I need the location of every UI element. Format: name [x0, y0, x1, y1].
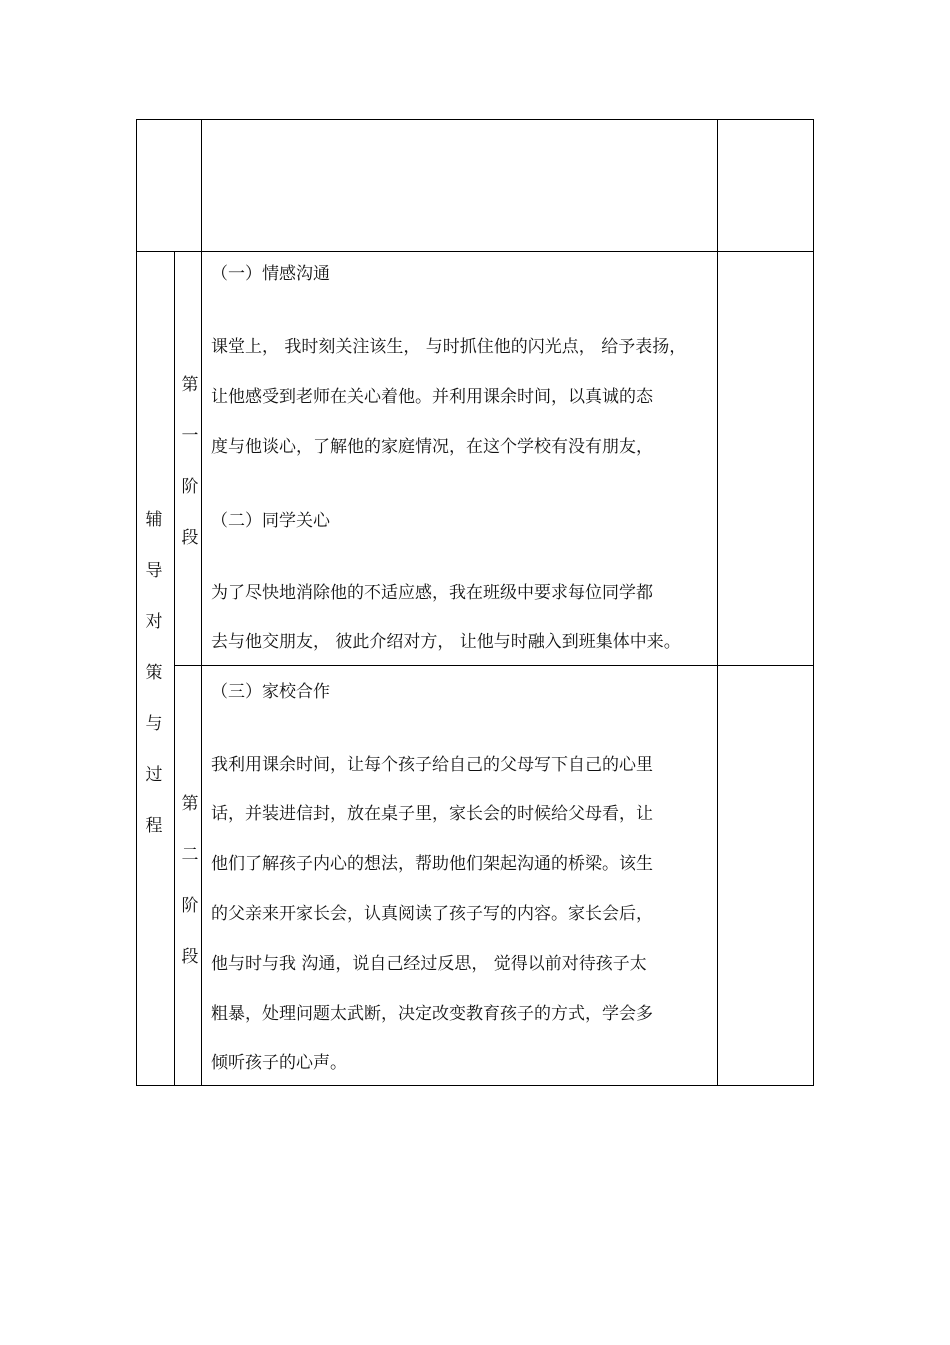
paragraph-line: 粗暴，处理问题太武断，决定改变教育孩子的方式，学会多 [211, 1004, 653, 1024]
paragraph-line: 课堂上， 我时刻关注该生， 与时抓住他的闪光点， 给予表扬， [211, 337, 687, 357]
row-divider-2 [174, 665, 814, 666]
table-border-left [136, 119, 137, 1086]
main-label-char: 过 [145, 765, 163, 785]
main-label-char: 程 [145, 816, 163, 836]
table-border-top [136, 119, 814, 120]
section-heading: （三）家校合作 [211, 682, 330, 702]
paragraph-line: 我利用课余时间，让每个孩子给自己的父母写下自己的心里 [211, 755, 653, 775]
main-label-char: 导 [145, 561, 163, 581]
main-label-char: 策 [145, 663, 163, 683]
section-heading: （二）同学关心 [211, 511, 330, 531]
table-border-right [813, 119, 814, 1086]
table-border-bottom [136, 1085, 814, 1086]
stage2-label-char: 第 [181, 794, 199, 814]
stage2-label-char: 阶 [181, 896, 199, 916]
stage2-label-char: 二 [181, 845, 199, 865]
section-heading: （一）情感沟通 [211, 264, 330, 284]
stage1-label-char: 阶 [181, 477, 199, 497]
main-label-char: 与 [145, 714, 163, 734]
stage1-label-char: 段 [181, 528, 199, 548]
main-label-char: 辅 [145, 510, 163, 530]
paragraph-line: 为了尽快地消除他的不适应感，我在班级中要求每位同学都 [211, 583, 653, 603]
stage1-label-char: 第 [181, 375, 199, 395]
paragraph-line: 的父亲来开家长会，认真阅读了孩子写的内容。家长会后， [211, 904, 653, 924]
paragraph-line: 去与他交朋友， 彼此介绍对方， 让他与时融入到班集体中来。 [211, 632, 681, 652]
column-divider-sub [174, 251, 175, 1086]
column-divider-right [717, 119, 718, 1086]
paragraph-line: 他们了解孩子内心的想法，帮助他们架起沟通的桥梁。该生 [211, 854, 653, 874]
paragraph-line: 话，并装进信封，放在桌子里，家长会的时候给父母看，让 [211, 804, 653, 824]
stage1-label-char: 一 [181, 426, 199, 446]
stage2-label-char: 段 [181, 947, 199, 967]
row-divider-1 [136, 251, 814, 252]
paragraph-line: 度与他谈心，了解他的家庭情况，在这个学校有没有朋友， [211, 437, 653, 457]
paragraph-line: 让他感受到老师在关心着他。并利用课余时间，以真诚的态 [211, 387, 653, 407]
paragraph-line: 倾听孩子的心声。 [211, 1053, 347, 1073]
column-divider-content [201, 119, 202, 1086]
main-label-char: 对 [145, 612, 163, 632]
paragraph-line: 他与时与我 沟通，说自己经过反思， 觉得以前对待孩子太 [211, 954, 647, 974]
